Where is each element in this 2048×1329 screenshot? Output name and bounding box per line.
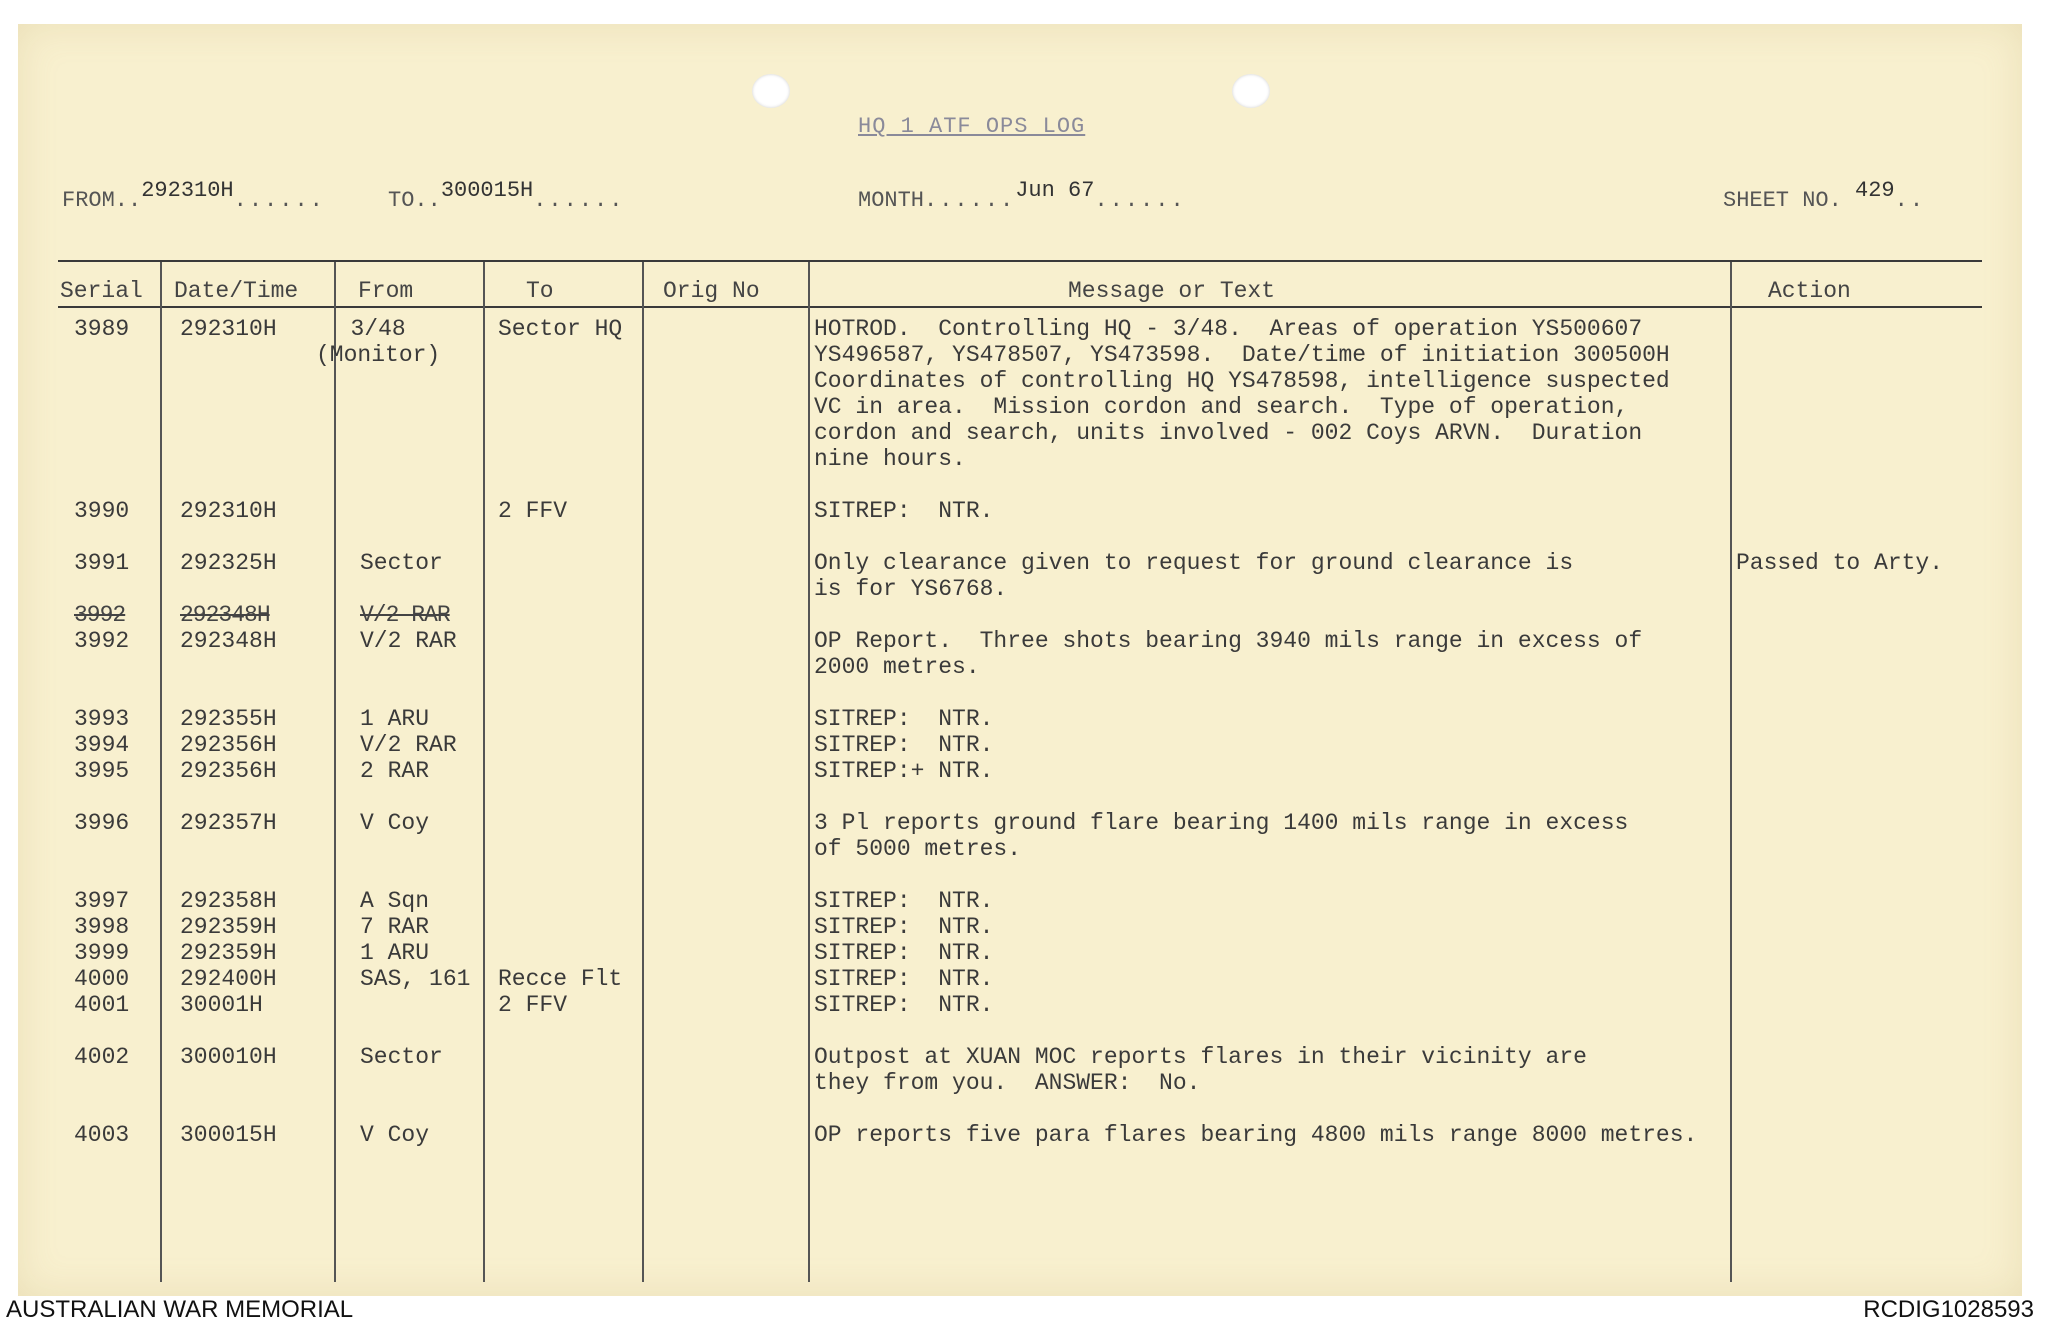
header-bottom-rule bbox=[58, 306, 1982, 308]
datetime-cell: 292310H bbox=[180, 498, 277, 524]
datetime-cell: 292348H bbox=[180, 628, 277, 654]
message-cell: SITREP: NTR. bbox=[814, 498, 994, 524]
column-header-serial: Serial bbox=[60, 278, 143, 304]
datetime-cell: 292357H bbox=[180, 810, 277, 836]
column-header-orig-no: Orig No bbox=[663, 278, 760, 304]
datetime-cell: 300010H bbox=[180, 1044, 277, 1070]
serial-cell: 3996 bbox=[74, 810, 130, 836]
to-value: 300015H bbox=[440, 178, 534, 203]
struck-from: V/2 RAR bbox=[360, 602, 450, 628]
action-cell: Passed to Arty. bbox=[1736, 550, 1944, 576]
from-value: 292310H bbox=[141, 178, 234, 203]
from-cell: 1 ARU V/2 RAR 2 RAR bbox=[360, 706, 457, 784]
datetime-cell: 292325H bbox=[180, 550, 277, 576]
message-cell: HOTROD. Controlling HQ - 3/48. Areas of operation YS500607 YS496587, YS478507, YS473598. Date/time of initiation 300500H Coordinates of controlling HQ YS478598, intelligence suspected VC in area. Mission cordon and search. Type of operation, cordon and search, units involved - 002 Coys ARVN. Duration nine hours. bbox=[814, 316, 1670, 472]
serial-cell: 4002 bbox=[74, 1044, 130, 1070]
to-cell: 2 FFV bbox=[498, 498, 568, 524]
column-divider bbox=[642, 262, 644, 1282]
month-value: Jun 67 bbox=[1015, 178, 1095, 203]
datetime-cell: 292358H 292359H 292359H 292400H 30001H bbox=[180, 888, 277, 1018]
message-cell: 3 Pl reports ground flare bearing 1400 mils range in excess of 5000 metres. bbox=[814, 810, 1629, 862]
column-divider bbox=[1730, 262, 1732, 1282]
serial-cell: 4003 bbox=[74, 1122, 130, 1148]
footer-archive-label: AUSTRALIAN WAR MEMORIAL bbox=[6, 1296, 354, 1323]
serial-cell: 3989 bbox=[74, 316, 130, 342]
message-cell: OP Report. Three shots bearing 3940 mils range in excess of 2000 metres. bbox=[814, 628, 1643, 680]
to-label: TO.. bbox=[388, 188, 441, 213]
to-cell: Recce Flt 2 FFV bbox=[498, 966, 623, 1018]
struck-datetime: 292348H bbox=[180, 602, 270, 628]
from-cell: A Sqn 7 RAR 1 ARU SAS, 161 bbox=[360, 888, 471, 992]
header-top-rule bbox=[58, 260, 1982, 262]
punch-hole-left bbox=[752, 74, 790, 108]
message-cell: SITREP: NTR. SITREP: NTR. SITREP: NTR. SITREP: NTR. SITREP: NTR. bbox=[814, 888, 994, 1018]
datetime-cell: 292310H bbox=[180, 316, 277, 342]
sheet-field: SHEET NO. 429.. bbox=[1723, 178, 1926, 213]
from-cell: Sector bbox=[360, 1044, 443, 1070]
footer-record-id: RCDIG1028593 bbox=[1863, 1296, 2034, 1323]
from-field: FROM..292310H...... bbox=[62, 178, 325, 213]
column-header-action: Action bbox=[1768, 278, 1851, 304]
datetime-cell: 300015H bbox=[180, 1122, 277, 1148]
column-header-datetime: Date/Time bbox=[174, 278, 299, 304]
message-cell: Only clearance given to request for ground clearance is is for YS6768. bbox=[814, 550, 1574, 602]
month-field: MONTH......Jun 67...... bbox=[858, 178, 1186, 213]
serial-cell: 3993 3994 3995 bbox=[74, 706, 130, 784]
sheet-label: SHEET NO. bbox=[1723, 188, 1842, 213]
column-divider bbox=[808, 262, 810, 1282]
serial-cell: 3991 bbox=[74, 550, 130, 576]
message-cell: SITREP: NTR. SITREP: NTR. SITREP:+ NTR. bbox=[814, 706, 994, 784]
datetime-cell: 292355H 292356H 292356H bbox=[180, 706, 277, 784]
from-cell: Sector bbox=[360, 550, 443, 576]
serial-cell: 3992 bbox=[74, 628, 130, 654]
sheet-value: 429 bbox=[1855, 178, 1895, 203]
from-cell: V/2 RAR bbox=[360, 628, 457, 654]
column-divider bbox=[334, 262, 336, 1282]
column-header-from: From bbox=[358, 278, 414, 304]
punch-hole-right bbox=[1232, 74, 1270, 108]
column-divider bbox=[160, 262, 162, 1282]
to-cell: Sector HQ bbox=[498, 316, 623, 342]
column-divider bbox=[483, 262, 485, 1282]
from-cell: 3/48 (Monitor) bbox=[316, 316, 441, 368]
message-cell: Outpost at XUAN MOC reports flares in their vicinity are they from you. ANSWER: No. bbox=[814, 1044, 1587, 1096]
month-label: MONTH bbox=[858, 188, 925, 213]
column-header-message: Message or Text bbox=[1068, 278, 1276, 304]
from-cell: V Coy bbox=[360, 810, 430, 836]
serial-cell: 3990 bbox=[74, 498, 130, 524]
from-cell: V Coy bbox=[360, 1122, 430, 1148]
document-title: HQ 1 ATF OPS LOG bbox=[858, 114, 1086, 139]
serial-cell: 3997 3998 3999 4000 4001 bbox=[74, 888, 130, 1018]
from-label: FROM.. bbox=[62, 188, 142, 213]
message-cell: OP reports five para flares bearing 4800 mils range 8000 metres. bbox=[814, 1122, 1698, 1148]
struck-serial: 3992 bbox=[74, 602, 126, 628]
column-header-to: To bbox=[526, 278, 554, 304]
log-sheet bbox=[18, 24, 2022, 1296]
to-field: TO..300015H...... bbox=[388, 178, 625, 213]
